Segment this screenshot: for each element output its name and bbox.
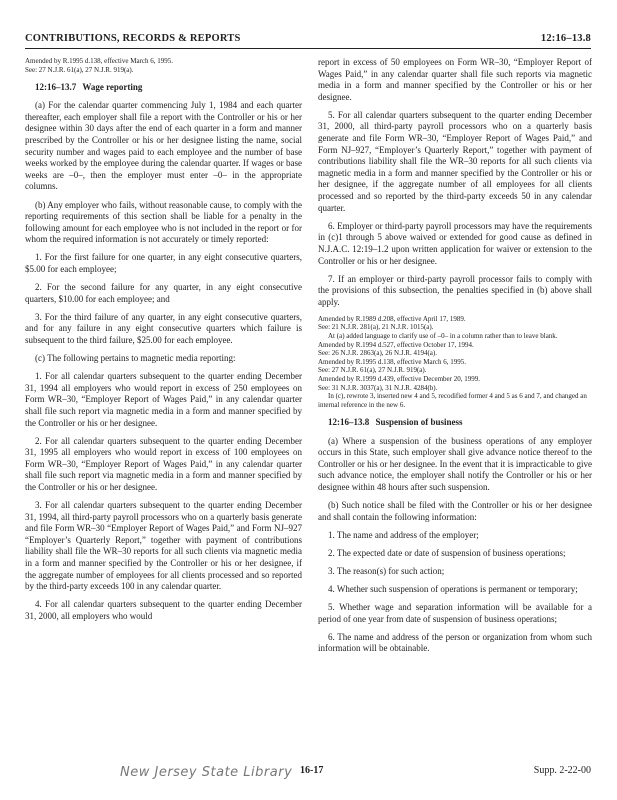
paragraph: 1. For all calendar quarters subsequent to the quarter ending December 31, 1994 all employers who would report in excess of 250 employees on Form WR–30, “Employer Report of Wages Paid,” in any calendar quarter shall file such report via magnetic media in a form and manner specified by the Controller or his or her designee. xyxy=(25,371,302,428)
paragraph: (c) The following pertains to magnetic media reporting: xyxy=(35,353,236,364)
paragraph: 1. The name and address of the employer; xyxy=(328,529,479,540)
section-heading xyxy=(318,417,592,429)
paragraph: 4. For all calendar quarters subsequent to the quarter ending December 31, 2000, all employers who would xyxy=(25,599,302,621)
paragraph: (a) Where a suspension of the business operations of any employer occurs in this State, such employer shall give advance notice thereof to the Controller or his or her designee. In the event that it is impracticable to give such advance notice, the employer shall notify the Controller or his or her designee within 48 hours after such suspension. xyxy=(318,435,592,492)
library-stamp: New Jersey State Library xyxy=(120,765,293,780)
section-heading xyxy=(25,82,302,94)
amendment-note: In (c), rewrote 3, inserted new 4 and 5, recodified former 4 and 5 as 6 and 7, and changed an internal reference in the new 6. xyxy=(318,392,587,409)
amendment-note: See: 31 N.J.R. 3037(a), 31 N.J.R. 4284(b). xyxy=(318,383,438,392)
paragraph: 4. Whether such suspension of operations is permanent or temporary; xyxy=(328,583,578,594)
paragraph: (b) Any employer who fails, without reasonable cause, to comply with the reporting requirements of this section shall be liable for a penalty in the following amount for each employee who is not included in the report or for whom the required information is not accurately or timely reported: xyxy=(25,199,302,245)
paragraph: report in excess of 50 employees on Form WR–30, “Employer Report of Wages Paid,” in any calendar quarter shall file such reports via magnetic media in a form and manner specified by the Controller or his or her designee. xyxy=(318,57,592,102)
amendment-note: See: 27 N.J.R. 61(a), 27 N.J.R. 919(a). xyxy=(318,366,427,375)
page-number: 16-17 xyxy=(300,765,324,776)
amendment-note: Amended by R.1989 d.208, effective April 17, 1989. xyxy=(318,314,466,323)
section-number: 12:16–13.8 xyxy=(328,417,370,428)
paragraph: 6. Employer or third-party payroll processors may have the requirements in (c)1 through 5 above waived or extended for good cause as defined in N.J.A.C. 12:19–1.2 upon written application for waiver or extension to the Controller or his or her designee. xyxy=(318,220,592,266)
paragraph: 3. For the third failure of any quarter, in any eight consecutive quarters, and for any failure in any eight consecutive quarters which failure is subsequent to the third failure, $25.00 for each employee. xyxy=(25,311,302,345)
paragraph: 2. For the second failure for any quarter, in any eight consecutive quarters, $10.00 for each employee; and xyxy=(25,282,302,304)
section-title: Suspension of business xyxy=(375,417,463,428)
running-header-section: 12:16–13.8 xyxy=(540,33,591,44)
paragraph: 1. For the first failure for one quarter, in any eight consecutive quarters, $5.00 for each employee; xyxy=(25,252,302,274)
paragraph: (b) Such notice shall be filed with the Controller or his or her designee and shall contain the following information: xyxy=(318,499,592,522)
amendment-note: Amended by R.1995 d.138, effective March 6, 1995. xyxy=(318,357,467,366)
right-column xyxy=(318,57,592,661)
section-number: 12:16–13.7 xyxy=(35,82,77,93)
running-header-title: CONTRIBUTIONS, RECORDS & REPORTS xyxy=(25,33,241,44)
paragraph: 2. The expected date or date of suspension of business operations; xyxy=(328,547,566,558)
amendment-note: Amended by R.1994 d.527, effective October 17, 1994. xyxy=(318,340,474,349)
paragraph: 3. The reason(s) for such action; xyxy=(328,565,445,576)
amendment-note: See: 26 N.J.R. 2863(a), 26 N.J.R. 4194(a). xyxy=(318,349,437,358)
section-title: Wage reporting xyxy=(82,82,143,93)
paragraph: 2. For all calendar quarters subsequent to the quarter ending December 31, 1995 all employers who would report in excess of 100 employees on Form WR–30, “Employer Report of Wages Paid,” in any calendar quarter shall file such report via magnetic media in a form and manner specified by the Controller or his or her designee. xyxy=(25,435,302,492)
amendment-note: See: 27 N.J.R. 61(a), 27 N.J.R. 919(a). xyxy=(25,65,134,74)
amendment-note: See: 21 N.J.R. 281(a), 21 N.J.R. 1015(a). xyxy=(318,323,434,332)
paragraph: 3. For all calendar quarters subsequent to the quarter ending December 31, 1994, all third-party payroll processors who on a quarterly basis generate and file Form WR–30 “Employer Report of Wages Paid,” and Form NJ–927 “Employer’s Quarterly Report,” together with payment of contributions liability shall file the WR–30 reports for all such clients via magnetic media in a form and manner specified by the Controller or his or her designee, if the aggregate number of employees for all clients processed and so reported by the third-party exceeds 100 in any calendar quarter. xyxy=(25,500,302,592)
amendment-note: Amended by R.1999 d.439, effective December 20, 1999. xyxy=(318,375,480,384)
paragraph: 6. The name and address of the person or organization from whom such information will be obtainable. xyxy=(318,631,592,654)
paragraph: 5. For all calendar quarters subsequent to the quarter ending December 31, 2000, all third-party payroll processors who on a quarterly basis generate and file Form WR–30, “Employer Report of Wages Paid,” and Form NJ–927, “Employer’s Quarterly Report,” together with payment of contributions liability shall file the WR–30 reports for all such clients via magnetic media in a form and manner specified by the Controller or his or her designee, if the aggregate number of all employees for all clients processed and so reported by the third-party exceeds 50 in any calendar quarter. xyxy=(318,109,592,213)
amendment-note: At (a) added language to clarify use of –0– in a column rather than to leave blank. xyxy=(328,332,558,341)
paragraph: 5. Whether wage and separation information will be available for a period of one year from date of suspension of business operations; xyxy=(318,602,592,624)
paragraph: 7. If an employer or third-party payroll processor fails to comply with the provisions of this subsection, the penalties specified in (b) above shall apply. xyxy=(318,273,592,307)
supplement-date: Supp. 2-22-00 xyxy=(533,765,591,776)
header-rule xyxy=(25,48,591,49)
paragraph: (a) For the calendar quarter commencing July 1, 1984 and each quarter thereafter, each employer shall file a report with the Controller or his or her designee within 30 days after the end of each quarter in a form and manner prescribed by the Controller or his or her designee listing the name, social security number and wages paid to each employee and the number of base weeks worked by the employee during the calendar quarter. If wages or base weeks are –0–, then the employer must enter –0– in the appropriate columns. xyxy=(25,100,302,192)
amendment-note: Amended by R.1995 d.138, effective March 6, 1995. xyxy=(25,57,174,65)
left-column xyxy=(25,57,302,629)
